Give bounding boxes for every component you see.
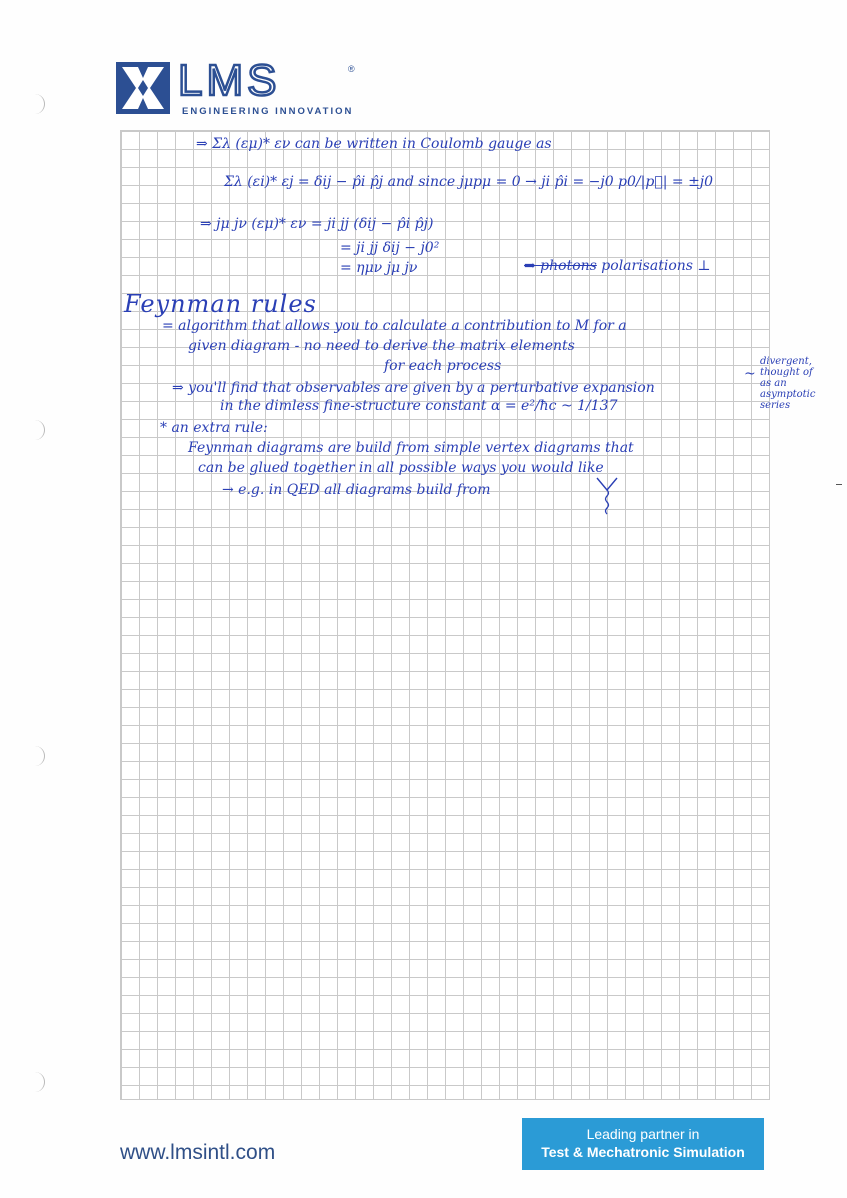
lms-logo: [116, 56, 366, 122]
punch-hole: [30, 1072, 45, 1092]
margin-note-line: as an: [760, 378, 787, 389]
margin-note-line: divergent,: [760, 356, 812, 367]
margin-tilde: ~: [744, 366, 756, 382]
note-line: ⇒ jμ jν (εμ)* εν = ji jj (δij − p̂i p̂j): [200, 216, 434, 232]
note-line: can be glued together in all possible ways you would like: [198, 460, 604, 476]
partner-line2: Test & Mechatronic Simulation: [541, 1144, 745, 1160]
note-text: polarisations ⊥: [601, 258, 711, 274]
margin-note-line: series: [760, 400, 791, 411]
partner-line1: Leading partner in: [586, 1126, 700, 1142]
margin-note: [760, 356, 815, 411]
note-line: in the dimless fine-structure constant α = e²/ħc ~ 1/137: [220, 398, 618, 414]
grid-paper: [120, 130, 770, 1100]
margin-note-line: thought of: [760, 367, 813, 378]
note-line: ⇒ Σλ (εμ)* εν can be written in Coulomb gauge as: [196, 136, 552, 152]
note-line: [524, 258, 711, 274]
note-line: given diagram - no need to derive the matrix elements: [188, 338, 575, 354]
punch-hole: [30, 746, 45, 766]
website-url: www.lmsintl.com: [120, 1141, 276, 1164]
struck-text: ⇒ photons: [524, 258, 597, 274]
note-line: Σλ (εi)* εj = δij − p̂i p̂j and since jμpμ = 0 → ji p̂i = −j0 p0/|p⃗| = ±j0: [224, 174, 714, 190]
note-line: = ημν jμ jν: [340, 260, 418, 276]
qed-vertex-sketch: [595, 476, 619, 516]
note-line: Feynman diagrams are build from simple vertex diagrams that: [188, 440, 634, 456]
note-line: → e.g. in QED all diagrams build from: [222, 482, 491, 498]
lms-logo-icon: [116, 62, 170, 114]
note-line: for each process: [384, 358, 502, 374]
note-line: = ji jj δij − j0²: [340, 240, 440, 256]
note-line: ⇒ you'll find that observables are given by a perturbative expansion: [172, 380, 655, 396]
logo-wordmark: LMS: [178, 56, 281, 105]
section-heading: Feynman rules: [124, 290, 317, 318]
note-line: = algorithm that allows you to calculate a contribution to M for a: [162, 318, 627, 334]
note-line: * an extra rule:: [160, 420, 268, 436]
punch-hole: [30, 94, 45, 114]
partner-banner: [522, 1118, 764, 1170]
logo-tagline: ENGINEERING INNOVATION: [182, 106, 354, 117]
margin-note-line: asymptotic: [760, 389, 816, 400]
registered-mark: ®: [348, 64, 355, 74]
margin-tick: [836, 484, 842, 485]
punch-hole: [30, 420, 45, 440]
